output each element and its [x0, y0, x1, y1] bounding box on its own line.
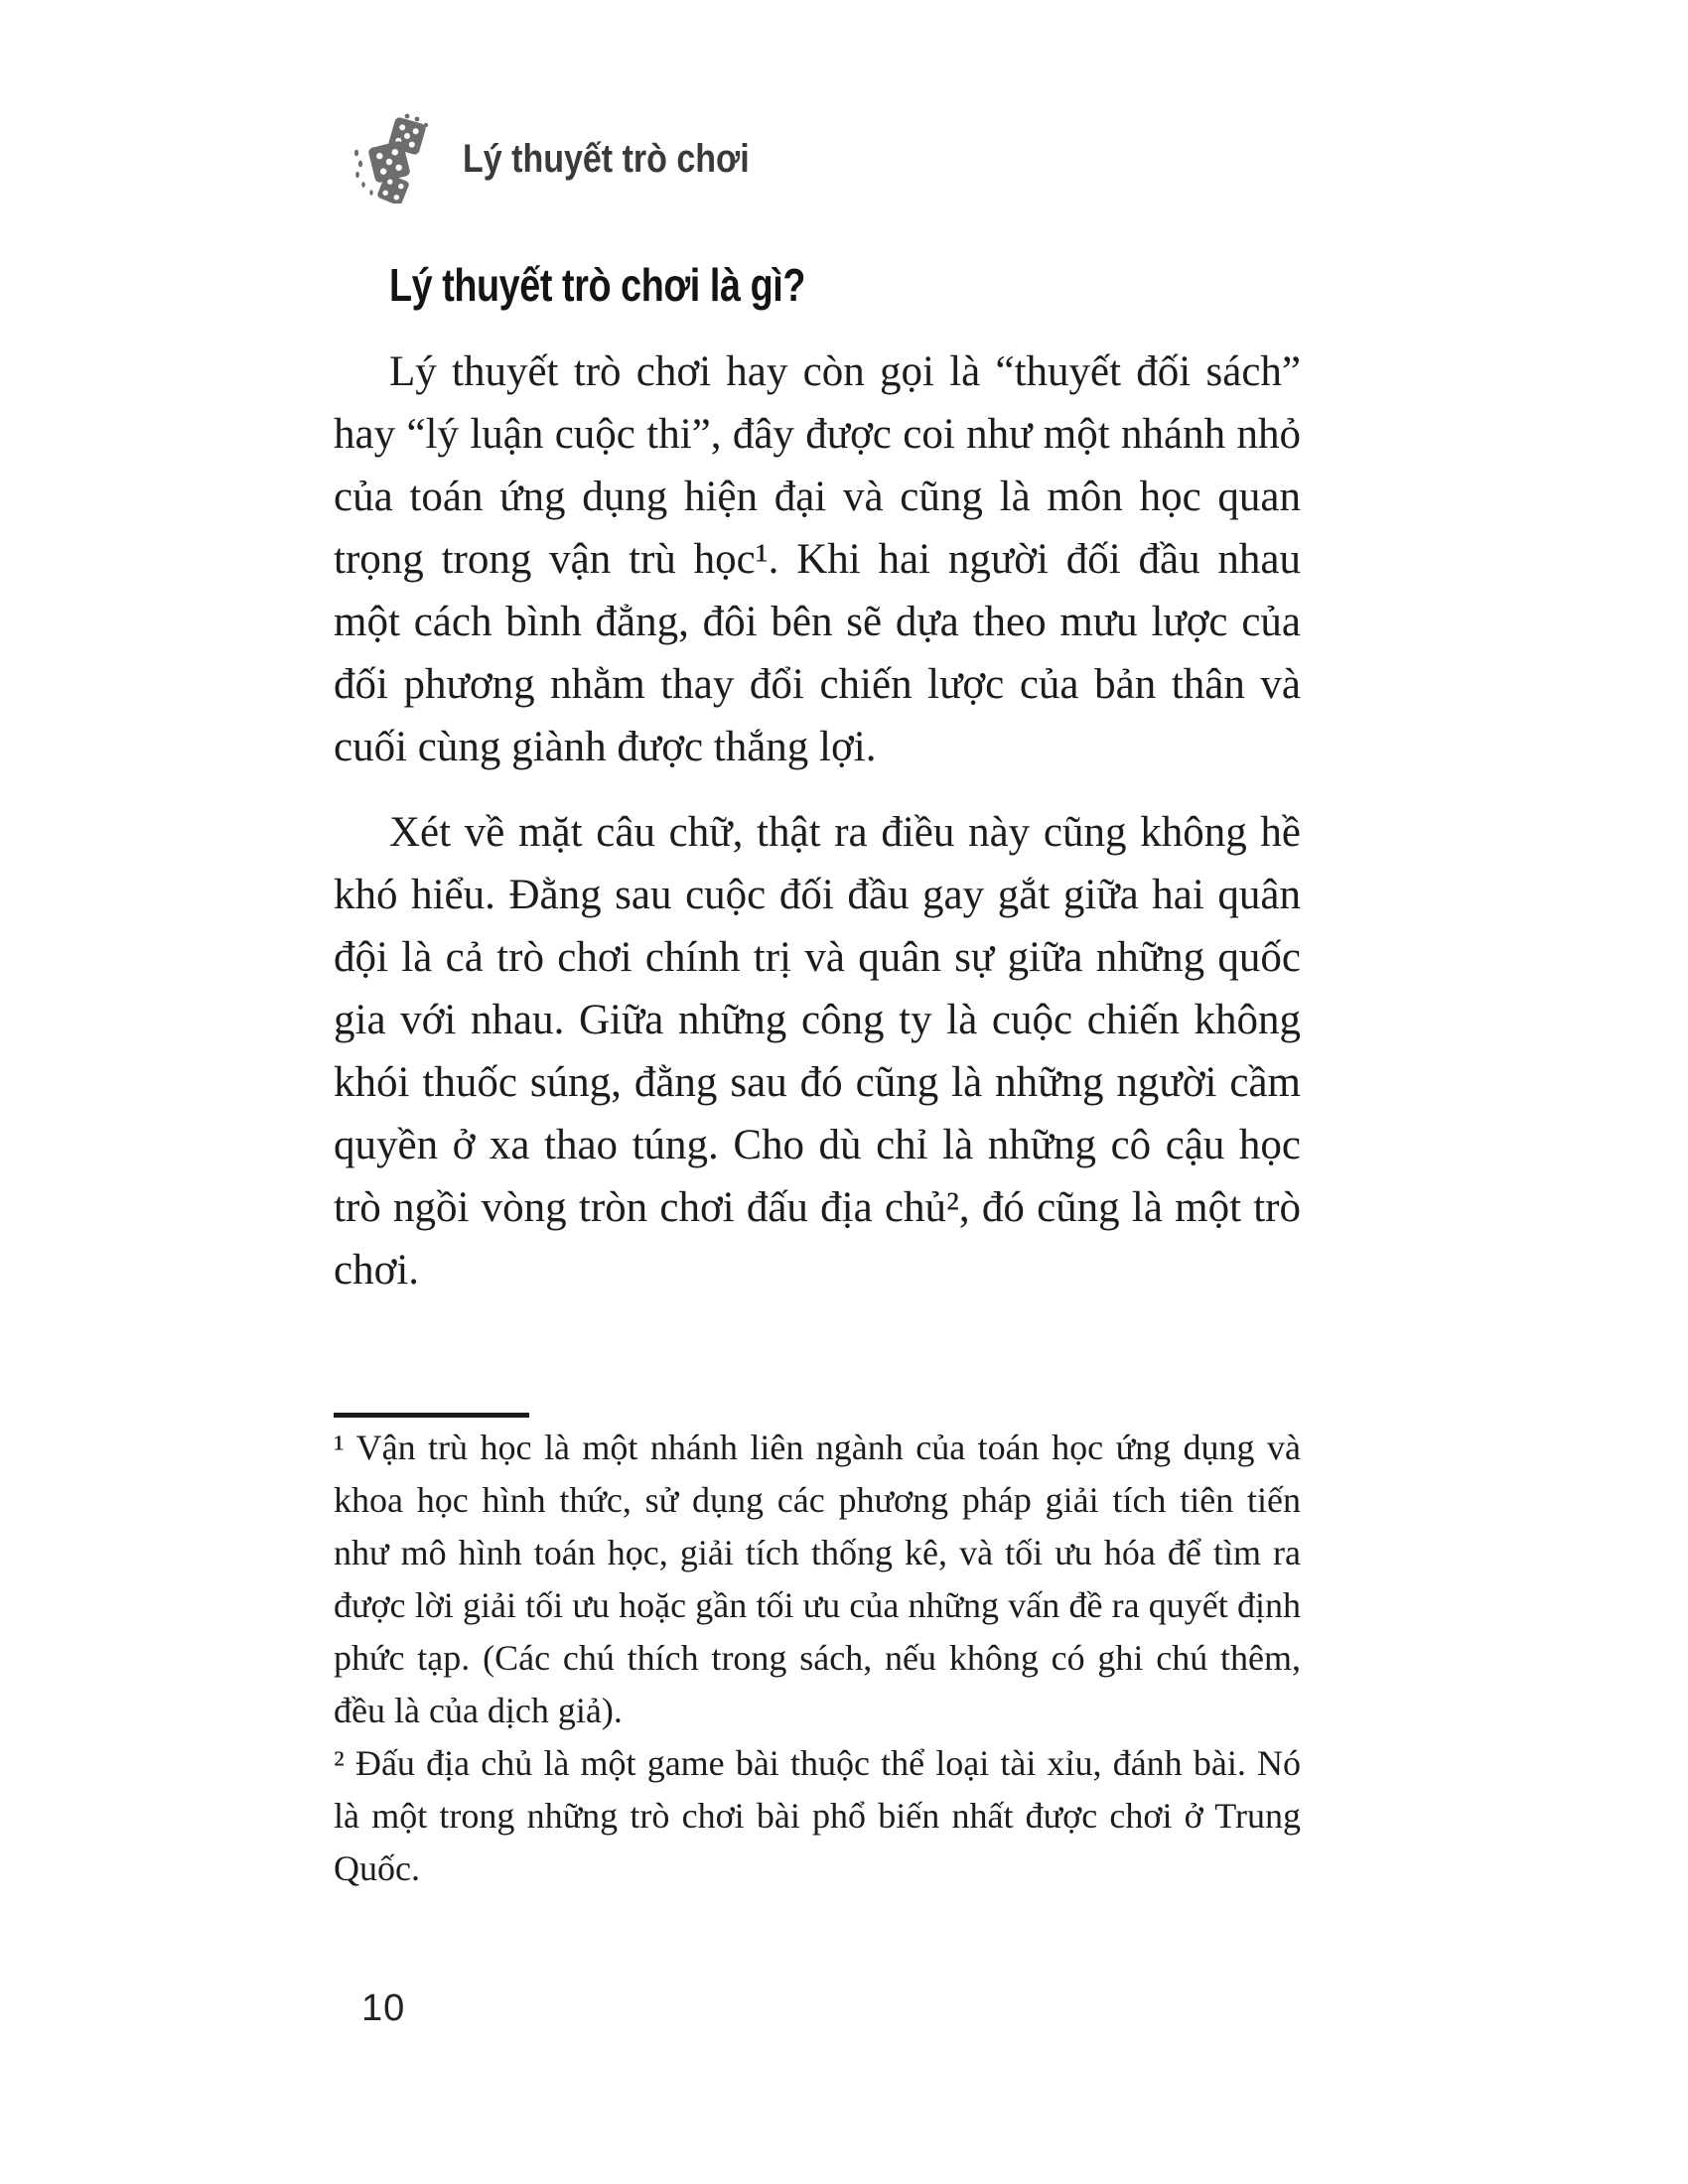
- footnote-2: ² Đấu địa chủ là một game bài thuộc thể loại tài xỉu, đánh bài. Nó là một trong những trò chơi bài phổ biến nhất được chơi ở Trung Quốc.: [334, 1743, 1301, 1888]
- running-header-title-text: Lý thuyết trò chơi: [463, 137, 750, 181]
- dice-icon: [348, 109, 447, 204]
- section-heading-text: Lý thuyết trò chơi là gì?: [389, 259, 805, 311]
- paragraph-1: Lý thuyết trò chơi hay còn gọi là “thuyết đối sách” hay “lý luận cuộc thi”, đây được coi như một nhánh nhỏ của toán ứng dụng hiện đại và cũng là môn học quan trọng trong vận trù học¹. Khi hai người đối đầu nhau một cách bình đẳng, đôi bên sẽ dựa theo mưu lược của đối phương nhằm thay đổi chiến lược của bản thân và cuối cùng giành được thắng lợi.: [334, 348, 1301, 770]
- paragraph-2: Xét về mặt câu chữ, thật ra điều này cũng không hề khó hiểu. Đằng sau cuộc đối đầu gay gắt giữa hai quân đội là cả trò chơi chính trị và quân sự giữa những quốc gia với nhau. Giữa những công ty là cuộc chiến không khói thuốc súng, đằng sau đó cũng là những người cầm quyền ở xa thao túng. Cho dù chỉ là những cô cậu học trò ngồi vòng tròn chơi đấu địa chủ², đó cũng là một trò chơi.: [334, 809, 1301, 1294]
- footnote-divider: [334, 1413, 529, 1418]
- running-header-title: [463, 135, 800, 183]
- body-text: [334, 341, 1301, 1301]
- footnotes: [334, 1422, 1301, 1895]
- page-number: 10: [361, 1987, 406, 2029]
- section-heading: [389, 258, 897, 313]
- footnote-1: ¹ Vận trù học là một nhánh liên ngành của toán học ứng dụng và khoa học hình thức, sử dụng các phương pháp giải tích tiên tiến như mô hình toán học, giải tích thống kê, và tối ưu hóa để tìm ra được lời giải tối ưu hoặc gần tối ưu của những vấn đề ra quyết định phức tạp. (Các chú thích trong sách, nếu không có ghi chú thêm, đều là của dịch giả).: [334, 1428, 1301, 1730]
